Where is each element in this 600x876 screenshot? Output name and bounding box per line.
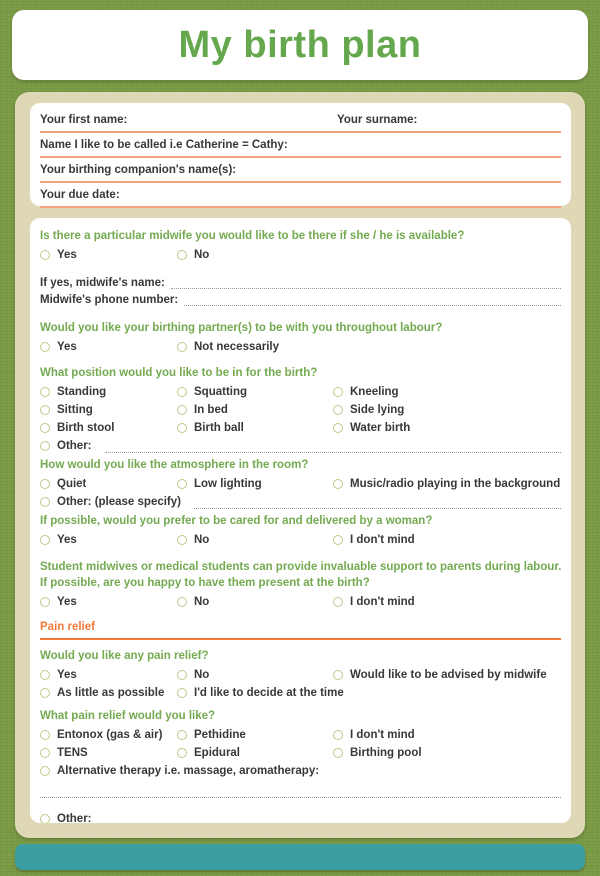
option-label: Water birth: [350, 422, 411, 434]
option-label: Other:: [57, 813, 92, 823]
radio-icon[interactable]: [177, 670, 187, 680]
option-label: I don't mind: [350, 596, 415, 608]
option-label: Pethidine: [194, 729, 246, 741]
radio-icon[interactable]: [333, 387, 343, 397]
footer-bar: [15, 844, 585, 870]
q-position-option-birth-ball[interactable]: [177, 419, 333, 437]
q-pain-type-option-alternative[interactable]: [40, 762, 561, 780]
radio-icon[interactable]: [40, 535, 50, 545]
midwife-name-label: If yes, midwife's name:: [40, 276, 165, 289]
radio-icon[interactable]: [177, 387, 187, 397]
option-label: TENS: [57, 747, 88, 759]
q-partner-text: Would you like your birthing partner(s) to be with you throughout labour?: [40, 322, 443, 334]
due-date-label: Your due date:: [40, 188, 120, 201]
radio-icon[interactable]: [177, 748, 187, 758]
preferred-name-label: Name I like to be called i.e Catherine = Cathy:: [40, 138, 288, 151]
q-pain-type-option-pethidine[interactable]: [177, 726, 333, 744]
q-woman-options: [40, 531, 561, 549]
companion-label: Your birthing companion's name(s):: [40, 163, 237, 176]
q-position-option-sitting[interactable]: [40, 401, 177, 419]
q-atmosphere-option-quiet[interactable]: [40, 475, 177, 493]
radio-icon[interactable]: [177, 535, 187, 545]
pain-relief-section-heading: Pain relief: [40, 621, 561, 640]
radio-icon[interactable]: [40, 670, 50, 680]
option-label: Standing: [57, 386, 107, 398]
alternative-therapy-input-line[interactable]: [40, 796, 561, 798]
option-label: I'd like to decide at the time: [194, 687, 344, 699]
option-label: No: [194, 534, 210, 546]
option-label: Kneeling: [350, 386, 399, 398]
q-atmosphere-option-other[interactable]: [40, 493, 561, 511]
q-position-option-water-birth[interactable]: [333, 419, 561, 437]
q-position-option-squatting[interactable]: [177, 383, 333, 401]
radio-icon[interactable]: [40, 405, 50, 415]
q-students-options: [40, 593, 561, 611]
preferred-name-row[interactable]: [40, 133, 561, 158]
radio-icon[interactable]: [177, 405, 187, 415]
radio-icon[interactable]: [177, 688, 187, 698]
q-atmosphere-option-low-lighting[interactable]: [177, 475, 333, 493]
other-input-line[interactable]: [105, 813, 562, 824]
radio-icon[interactable]: [333, 535, 343, 545]
q-partner-options: [40, 338, 561, 356]
radio-icon[interactable]: [333, 730, 343, 740]
option-label: Birth stool: [57, 422, 115, 434]
radio-icon[interactable]: [177, 250, 187, 260]
radio-icon[interactable]: [40, 748, 50, 758]
option-label: Low lighting: [194, 478, 262, 490]
option-label: Alternative therapy i.e. massage, aromatherapy:: [57, 765, 320, 777]
q-atmosphere-text: How would you like the atmosphere in the room?: [40, 459, 309, 471]
option-label: Music/radio playing in the background: [350, 478, 561, 490]
radio-icon[interactable]: [333, 597, 343, 607]
q-pain-option-decide-at-time[interactable]: [177, 684, 561, 702]
option-label: Birthing pool: [350, 747, 422, 759]
q-pain-type-option-dont-mind[interactable]: [333, 726, 561, 744]
q-partner-option-not-necessarily[interactable]: [177, 338, 561, 356]
radio-icon[interactable]: [333, 479, 343, 489]
q-woman-option-yes[interactable]: [40, 531, 177, 549]
radio-icon[interactable]: [333, 748, 343, 758]
midwife-phone-label: Midwife's phone number:: [40, 293, 179, 306]
radio-icon[interactable]: [40, 688, 50, 698]
q-midwife-option-no[interactable]: [177, 246, 333, 264]
option-label: Birth ball: [194, 422, 244, 434]
q-pain-type-option-birthing-pool[interactable]: [333, 744, 561, 762]
q-position-text: What position would you like to be in for the birth?: [40, 367, 318, 379]
option-label: Not necessarily: [194, 341, 280, 353]
option-label: Yes: [57, 669, 77, 681]
radio-icon[interactable]: [333, 405, 343, 415]
due-date-row[interactable]: [40, 183, 561, 208]
radio-icon[interactable]: [40, 387, 50, 397]
other-input-line[interactable]: [105, 440, 562, 453]
q-position-options: [40, 383, 561, 437]
option-label: Yes: [57, 534, 77, 546]
q-woman-text: If possible, would you prefer to be cared for and delivered by a woman?: [40, 515, 433, 527]
q-position-option-in-bed[interactable]: [177, 401, 333, 419]
students-note: Student midwives or medical students can provide invaluable support to parents during labour.: [40, 561, 562, 573]
other-input-line[interactable]: [194, 496, 561, 509]
q-midwife-option-yes[interactable]: [40, 246, 177, 264]
q-pain-type-option-entonox[interactable]: [40, 726, 177, 744]
q-pain-option-as-little[interactable]: [40, 684, 177, 702]
midwife-name-input-line[interactable]: [171, 276, 561, 289]
option-label: No: [194, 596, 210, 608]
radio-icon[interactable]: [40, 497, 50, 507]
name-row: [40, 108, 561, 133]
midwife-phone-field: [40, 291, 561, 308]
q-pain-option-yes[interactable]: [40, 666, 177, 684]
q-atmosphere-options: [40, 475, 561, 493]
q-atmosphere-option-music[interactable]: [333, 475, 561, 493]
radio-icon[interactable]: [333, 670, 343, 680]
q-pain-type-options: [40, 726, 561, 762]
radio-icon[interactable]: [177, 597, 187, 607]
option-label: Squatting: [194, 386, 248, 398]
q-position-option-kneeling[interactable]: [333, 383, 561, 401]
students-block: [40, 559, 561, 591]
q-woman-option-no[interactable]: [177, 531, 333, 549]
q-pain-type-text: What pain relief would you like?: [40, 710, 216, 722]
q-pain-type-option-tens[interactable]: [40, 744, 177, 762]
option-label: Entonox (gas & air): [57, 729, 163, 741]
q-pain-option-advised[interactable]: [333, 666, 561, 684]
radio-icon[interactable]: [177, 423, 187, 433]
option-label: In bed: [194, 404, 228, 416]
midwife-phone-input-line[interactable]: [184, 293, 561, 306]
q-position-option-birth-stool[interactable]: [40, 419, 177, 437]
option-label: Side lying: [350, 404, 405, 416]
personal-details-box: [30, 103, 571, 206]
q-position-option-side-lying[interactable]: [333, 401, 561, 419]
form-card: [15, 92, 585, 838]
q-pain-text: Would you like any pain relief?: [40, 650, 209, 662]
option-label: I don't mind: [350, 729, 415, 741]
radio-icon[interactable]: [40, 423, 50, 433]
radio-icon[interactable]: [40, 342, 50, 352]
radio-icon[interactable]: [40, 479, 50, 489]
option-label: Yes: [57, 341, 77, 353]
header-card: [12, 10, 588, 80]
q-woman-option-dont-mind[interactable]: [333, 531, 561, 549]
q-pain-option-no[interactable]: [177, 666, 333, 684]
q-students-option-no[interactable]: [177, 593, 333, 611]
option-label: I don't mind: [350, 534, 415, 546]
q-students-option-dont-mind[interactable]: [333, 593, 561, 611]
radio-icon[interactable]: [40, 250, 50, 260]
option-label: Sitting: [57, 404, 93, 416]
q-partner-option-yes[interactable]: [40, 338, 177, 356]
radio-icon[interactable]: [177, 730, 187, 740]
radio-icon[interactable]: [40, 766, 50, 776]
questions-box: [30, 218, 571, 823]
option-label: Yes: [57, 249, 77, 261]
companion-row[interactable]: [40, 158, 561, 183]
page-title: My birth plan: [178, 23, 422, 66]
surname-label: Your surname:: [337, 113, 418, 126]
option-label: Would like to be advised by midwife: [350, 669, 547, 681]
radio-icon[interactable]: [177, 342, 187, 352]
option-label: No: [194, 249, 210, 261]
q-position-option-other[interactable]: [40, 437, 561, 455]
q-position-option-standing[interactable]: [40, 383, 177, 401]
q-pain-type-option-epidural[interactable]: [177, 744, 333, 762]
radio-icon[interactable]: [40, 814, 50, 823]
radio-icon[interactable]: [40, 441, 50, 451]
q-midwife-text: Is there a particular midwife you would like to be there if she / he is available?: [40, 230, 465, 242]
q-pain-type-option-other[interactable]: [40, 810, 561, 823]
q-pain-options: [40, 666, 561, 702]
q-midwife-options: [40, 246, 561, 264]
option-label: No: [194, 669, 210, 681]
option-label: Epidural: [194, 747, 241, 759]
option-label: Other:: [57, 440, 92, 452]
radio-icon[interactable]: [333, 423, 343, 433]
option-label: Other: (please specify): [57, 496, 181, 508]
option-label: Yes: [57, 596, 77, 608]
q-students-option-yes[interactable]: [40, 593, 177, 611]
option-label: Quiet: [57, 478, 87, 490]
radio-icon[interactable]: [40, 730, 50, 740]
first-name-label: Your first name:: [40, 113, 128, 126]
radio-icon[interactable]: [177, 479, 187, 489]
radio-icon[interactable]: [40, 597, 50, 607]
q-students-text: If possible, are you happy to have them present at the birth?: [40, 577, 370, 589]
midwife-name-field: [40, 274, 561, 291]
option-label: As little as possible: [57, 687, 165, 699]
